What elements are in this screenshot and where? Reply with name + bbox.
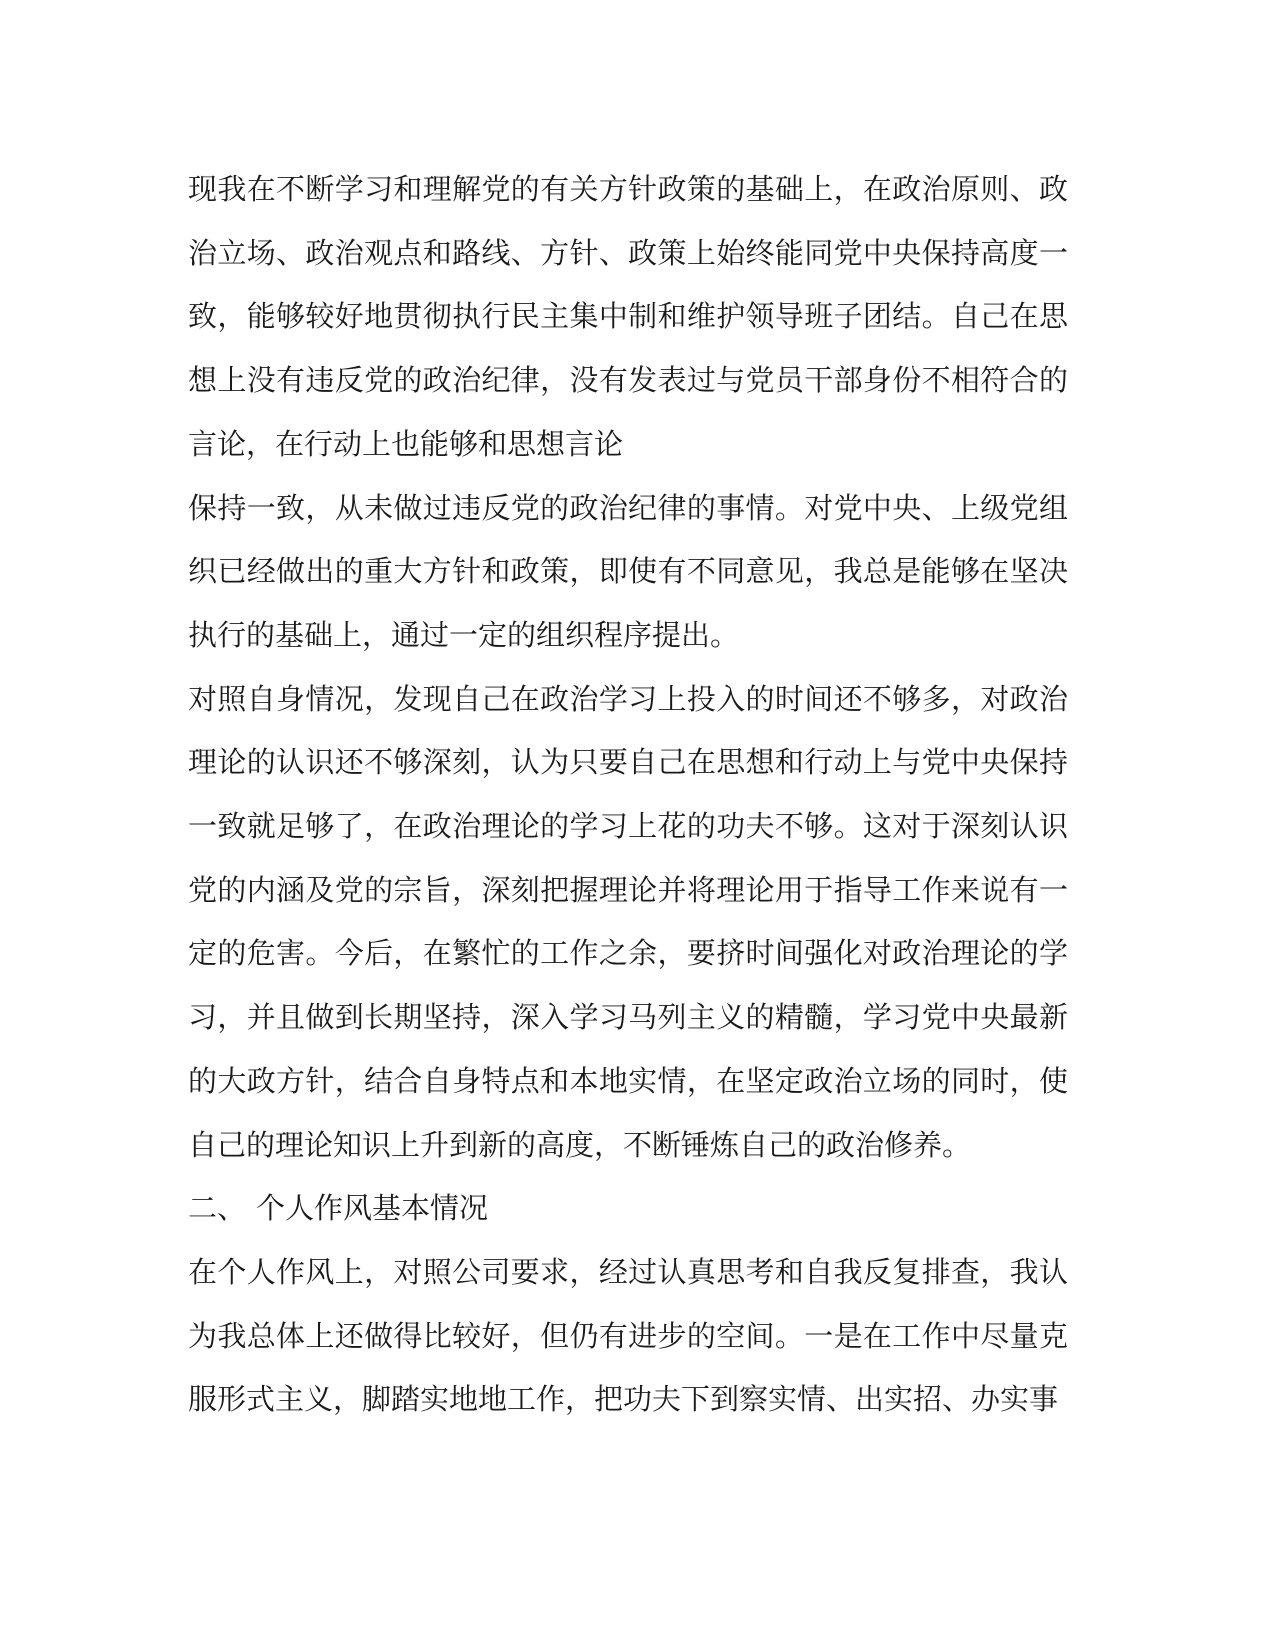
paragraph-self-assessment: 对照自身情况，发现自己在政治学习上投入的时间还不够多，对政治理论的认识还不够深刻，认为只要自己在思想和行动上与党中央保持一致就足够了，在政治理论的学习上花的功夫不够。这对于深刻认识党的内涵及党的宗旨，深刻把握理论并将理论用于指导工作来说有一定的危害。今后，在繁忙的工作之余，要挤时间强化对政治理论的学习，并且做到长期坚持，深入学习马列主义的精髓，学习党中央最新的大政方针，结合自身特点和本地实情，在坚定政治立场的同时，使自己的理论知识上升到新的高度，不断锤炼自己的政治修养。 bbox=[188, 681, 1068, 1162]
section-heading bbox=[188, 1177, 1068, 1241]
paragraph-personal-style: 在个人作风上，对照公司要求，经过认真思考和自我反复排查，我认为我总体上还做得比较好，但仍有进步的空间。一是在工作中尽量克服形式主义，脚踏实地地工作，把功夫下到察实情、出实招、办实事 bbox=[188, 1254, 1068, 1417]
paragraph-political-stance: 现我在不断学习和理解党的有关方针政策的基础上，在政治原则、政治立场、政治观点和路线、方针、政策上始终能同党中央保持高度一致，能够较好地贯彻执行民主集中制和维护领导班子团结。自己在思想上没有违反党的政治纪律，没有发表过与党员干部身份不相符合的言论，在行动上也能够和思想言论 bbox=[188, 172, 1068, 461]
document-body bbox=[188, 158, 1068, 1432]
paragraph-political-discipline: 保持一致，从未做过违反党的政治纪律的事情。对党中央、上级党组织已经做出的重大方针和政策，即使有不同意见，我总是能够在坚决执行的基础上，通过一定的组织程序提出。 bbox=[188, 490, 1068, 652]
section-heading-title: 个人作风基本情况 bbox=[256, 1191, 489, 1226]
section-heading-number: 二、 bbox=[188, 1191, 247, 1226]
